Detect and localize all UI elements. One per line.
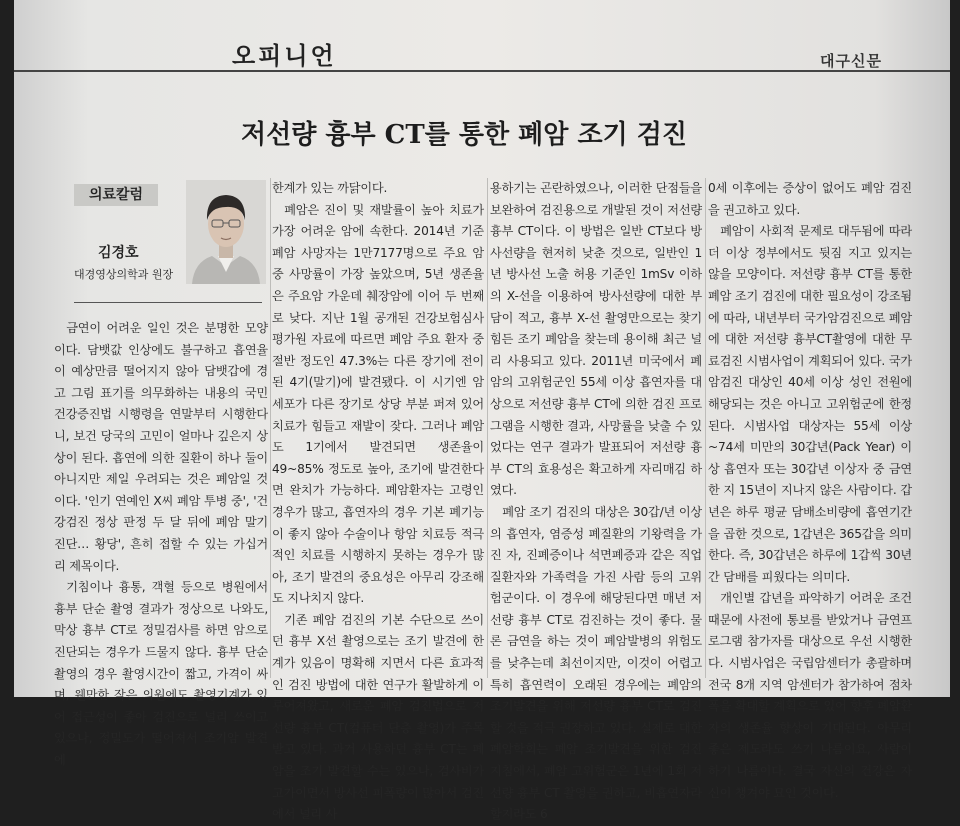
paragraph: 금연이 어려운 일인 것은 분명한 모양이다. 담뱃값 인상에도 불구하고 흡연율이 예상만큼 떨어지지 않아 담뱃갑에 경고 그림 표기를 의무화하는 내용의 국민건강증진법 시행령을 연말부터 시행한다니, 보건 당국의 고민이 얼마나 깊은지 상상이 된다. 흡연에 의한 질환이 하나 둘이 아니지만 제일 우려되는 것은 폐암일 것이다. '인기 연예인 X씨 폐암 투병 중', '건강검진 정상 판정 두 달 뒤에 폐암 말기 진단… 황당', 흔히 접할 수 있는 가십거리 제목이다. — [54, 321, 268, 573]
article-column-3 — [490, 178, 702, 826]
paragraph: 폐암 조기 검진의 대상은 30갑/년 이상의 흡연자, 염증성 폐질환의 기왕력을 가진 자, 진폐증이나 석면폐증과 같은 직업 질환자와 가족력을 가진 사람 등의 고위험군이다. 이 경우에 해당된다면 매년 저선량 흉부 CT로 검진하는 것이 좋다. 물론 금연을 하는 것이 폐암발병의 위험도를 낮추는데 최선이지만, 이것이 어렵고 특히 흡연력이 오래된 경우에는 폐암의 조기발견을 위해 저선량 흉부 CT로 검진할 것을 적극 권장하고 있다. 실제로 대한폐암학회는 폐암 조기발견을 위한 검진 지침에서, 폐암 고위험군은 1년에 1회 저선량 흉부 CT 촬영을 권하고, 비흡연자라 할지라도 6 — [490, 504, 702, 822]
article-column-4 — [708, 178, 912, 804]
column-divider — [705, 178, 706, 678]
article-headline: 저선량 흉부 CT를 통한 폐암 조기 검진 — [241, 120, 687, 150]
paragraph: 기침이나 흉통, 객혈 등으로 병원에서 흉부 단순 촬영 결과가 정상으로 나와도, 막상 흉부 CT로 정밀검사를 하면 암으로 진단되는 경우가 드물지 않다. 흉부 단순 촬영의 경우 촬영시간이 짧고, 가격이 싸며, 웬만한 작은 의원에도 촬영기계가 있어 접근성이 좋아 검진으로 널리 쓰이고 있으나, 정밀도가 떨어져서 조기암 발견에 — [54, 580, 268, 767]
paragraph: 폐암이 사회적 문제로 대두됨에 따라 더 이상 정부에서도 뒷짐 지고 있지는 않을 모양이다. 저선량 흉부 CT를 통한 폐암 조기 검진에 대한 필요성이 강조됨에 따라, 내년부터 국가암검진으로 폐암에 대한 저선량 흉부CT촬영에 대한 무료검진 시범사업이 계획되어 있다. 국가암검진 대상인 40세 이상 성인 전원에 해당되는 것은 아니고 고위험군에 한정된다. 시범사업 대상자는 55세 이상~74세 미만의 30갑년(Pack Year) 이상 흡연자 또는 30갑년 이상자 중 금연한 지 15년이 지나지 않은 사람이다. 갑년은 하루 평균 담배소비량에 흡연기간을 곱한 것으로, 1갑년은 365갑을 의미한다. 즉, 30갑년은 하루에 1갑씩 30년간 담배를 피웠다는 의미다. — [708, 224, 912, 584]
article-column-1 — [54, 318, 268, 771]
profile-divider — [74, 302, 262, 303]
author-profile — [74, 180, 262, 298]
paragraph: 0세 이후에는 증상이 없어도 폐암 검진을 권고하고 있다. — [708, 181, 912, 217]
paragraph: 용하기는 곤란하였으나, 이러한 단점들을 보완하여 검진용으로 개발된 것이 저선량 흉부 CT이다. 이 방법은 일반 CT보다 방사선량을 현저히 낮춘 것으로, 일반인 1년 방사선 노출 허용 기준인 1mSv 이하의 X-선을 이용하여 방사선량에 대한 부담이 적고, 흉부 X-선 촬영만으로는 찾기 힘든 조기 폐암을 찾는데 용이해 최근 널리 사용되고 있다. 2011년 미국에서 폐암의 고위험군인 55세 이상 흡연자를 대상으로 저선량 흉부 CT에 의한 검진 프로그램을 시행한 결과, 사망률을 낮출 수 있었다는 연구 결과가 발표되어 저선량 흉부 CT의 효용성은 확고하게 자리매김 하였다. — [490, 181, 702, 498]
newspaper-page — [14, 0, 950, 822]
column-label: 의료칼럼 — [74, 184, 158, 206]
newspaper-name: 대구신문 — [820, 52, 882, 70]
paragraph: 폐암은 진이 및 재발률이 높아 치료가 가장 어려운 암에 속한다. 2014년 기준 폐암 사망자는 1만7177명으로 주요 암 중 사망률이 가장 높았으며, 5년 생존율은 주요암 가운데 췌장암에 이어 두 번째로 낮다. 지난 1월 공개된 건강보험심사평가원 자료에 따르면 폐암 주요 환자 중 절반 정도인 47.3%는 다른 장기에 전이된 4기(말기)에 발견됐다. 이 시기엔 암세포가 다른 장기로 상당 부분 퍼져 있어 치료가 힘들고 재발이 잦다. 그러나 폐암도 1기에서 발견되면 생존율이 49~85% 정도로 높아, 조기에 발견한다면 완치가 가능하다. 폐암환자는 고령인 경우가 많고, 흡연자의 경우 기본 폐기능이 좋지 않아 수술이나 항암 치료등 적극적인 치료를 시행하지 못하는 경우가 많아, 조기 발견의 중요성은 아무리 강조해도 지나치지 않다. — [272, 202, 484, 606]
author-photo — [186, 180, 266, 284]
column-divider — [270, 178, 271, 678]
header-rule — [14, 70, 950, 72]
section-title: 오피니언 — [232, 42, 337, 70]
paragraph: 개인별 갑년을 파악하기 어려운 조건 때문에 사전에 통보를 받았거나 금연프로그램 참가자를 대상으로 우선 시행한다. 시범사업은 국립암센터가 총괄하며 전국 8개 지역 암센터가 참가하여 점차 폭을 확대할 계획으로 있어 향후 폐암환자의 생존율 향상이 기대된다. 아무리 좋은 제도라도 쓰기 나름이요, 사람이 하기 나름이다. 결국 자신의 건강은 자신이 챙겨야 묘인 것이다. — [708, 591, 912, 800]
article-column-2 — [272, 178, 484, 826]
paragraph: 기존 폐암 검진의 기본 수단으로 쓰이던 흉부 X선 촬영으로는 조기 발견에 한계가 있음이 명확해 지면서 다른 효과적인 검진 방법에 대한 연구가 활발하게 이루어져왔고, 새로운 폐암 검진법으로 저선량 흉부 CT(컴퓨터 단층 촬영)가 주목받고 있다. 과거 사용하던 흉부 CT는 폐암을 조기 발견할 수는 있으나, 검사비가 고가이면서 방사선 피폭량이 많아서 검진에서 널리 사 — [272, 612, 484, 822]
author-portrait-image — [186, 180, 266, 284]
author-name: 김경호 — [98, 245, 139, 261]
paragraph: 한계가 있는 까닭이다. — [272, 181, 388, 195]
author-affiliation: 대경영상의학과 원장 — [74, 268, 174, 281]
column-divider — [487, 178, 488, 678]
